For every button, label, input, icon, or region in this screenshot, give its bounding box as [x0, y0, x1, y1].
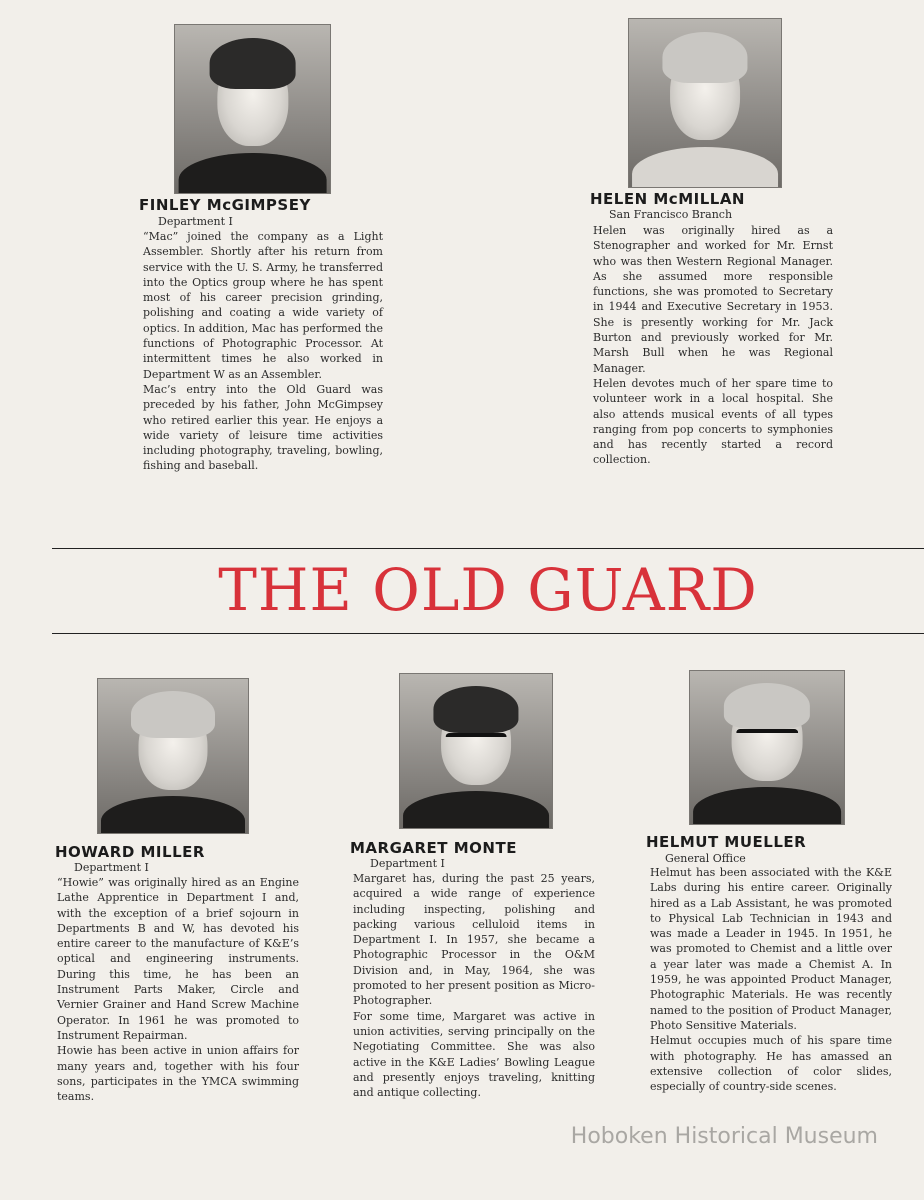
banner-rule-top — [52, 548, 924, 549]
dept-finley-mcgimpsey: Department I — [158, 215, 233, 228]
name-margaret-monte: MARGARET MONTE — [350, 839, 517, 857]
bio-paragraph: Helmut occupies much of his spare time with photography. He has amassed an extensive collection of color slides, especially of country-side scenes. — [650, 1034, 892, 1094]
bio-paragraph: “Howie” was originally hired as an Engine Lathe Apprentice in Department I and, with the exception of a brief sojourn in Departments B and W, has devoted his entire career to the manufacture of K&E’s optical and engineering instruments. During this time, he has been an Instrument Parts Maker, Circle and Vernier Grainer and Hand Screw Machine Operator. In 1961 he was promoted to Instrument Repairman. — [57, 876, 299, 1042]
photo-margaret-monte — [399, 673, 553, 829]
name-helmut-mueller: HELMUT MUELLER — [646, 833, 807, 851]
name-finley-mcgimpsey: FINLEY McGIMPSEY — [139, 196, 311, 214]
photo-finley-mcgimpsey — [174, 24, 331, 194]
bio-paragraph: For some time, Margaret was active in union activities, serving principally on the Negotiating Committee. She was also active in the K&E Ladies’ Bowling League and presently enjoys traveling, knitting and antique collecting. — [353, 1009, 595, 1100]
bio-margaret-monte — [353, 871, 595, 1100]
bio-helen-mcmillan — [593, 223, 833, 468]
bio-paragraph: Helmut has been associated with the K&E Labs during his entire career. Originally hired as a Lab Assistant, he was promoted to Physical Lab Technician in 1943 and was made a Leader in 1945. In 1951, he was promoted to Chemist and a little over a year later was made a Chemist A. In 1959, he was appointed Product Manager, Photographic Materials. He was recently named to the position of Product Manager, Photo Sensitive Materials. — [650, 866, 892, 1032]
dept-margaret-monte: Department I — [370, 857, 445, 870]
bio-paragraph: Howie has been active in union affairs for many years and, together with his four sons, participates in the YMCA swimming teams. — [57, 1044, 299, 1104]
name-howard-miller: HOWARD MILLER — [55, 843, 205, 861]
dept-howard-miller: Department I — [74, 861, 149, 874]
bio-paragraph: “Mac” joined the company as a Light Assembler. Shortly after his return from service with the U. S. Army, he transferred into the Optics group where he has spent most of his career precision grinding, polishing and coating a wide variety of optics. In addition, Mac has performed the functions of Photographic Processor. At intermittent times he also worked in Department W as an Assembler. — [143, 230, 383, 381]
photo-helmut-mueller — [689, 670, 845, 825]
banner-title: THE OLD GUARD — [218, 556, 758, 624]
bio-helmut-mueller — [650, 865, 892, 1094]
bio-howard-miller — [57, 875, 299, 1104]
dept-helen-mcmillan: San Francisco Branch — [609, 208, 733, 221]
photo-howard-miller — [97, 678, 249, 834]
name-helen-mcmillan: HELEN McMILLAN — [590, 190, 745, 208]
bio-paragraph: Helen devotes much of her spare time to volunteer work in a local hospital. She also attends musical events of all types ranging from pop concerts to symphonies and has recently started a record collection. — [593, 376, 833, 467]
banner-rule-bottom — [52, 633, 924, 634]
bio-paragraph: Helen was originally hired as a Stenographer and worked for Mr. Ernst who was then Western Regional Manager. As she assumed more responsible functions, she was promoted to Secretary in 1944 and Executive Secretary in 1953. She is presently working for Mr. Jack Burton and previously worked for Mr. Marsh Bull when he was Regional Manager. — [593, 224, 833, 375]
bio-finley-mcgimpsey — [143, 229, 383, 474]
photo-helen-mcmillan — [628, 18, 782, 188]
bio-paragraph: Mac’s entry into the Old Guard was preceded by his father, John McGimpsey who retired earlier this year. He enjoys a wide variety of leisure time activities including photography, traveling, bowling, fishing and baseball. — [143, 382, 383, 473]
watermark-text: Hoboken Historical Museum — [570, 1124, 878, 1149]
dept-helmut-mueller: General Office — [665, 852, 746, 865]
bio-paragraph: Margaret has, during the past 25 years, acquired a wide range of experience including inspecting, polishing and packing various celluloid items in Department I. In 1957, she became a Photographic Processor in the O&M Division and, in May, 1964, she was promoted to her present position as Micro-Photographer. — [353, 872, 595, 1008]
